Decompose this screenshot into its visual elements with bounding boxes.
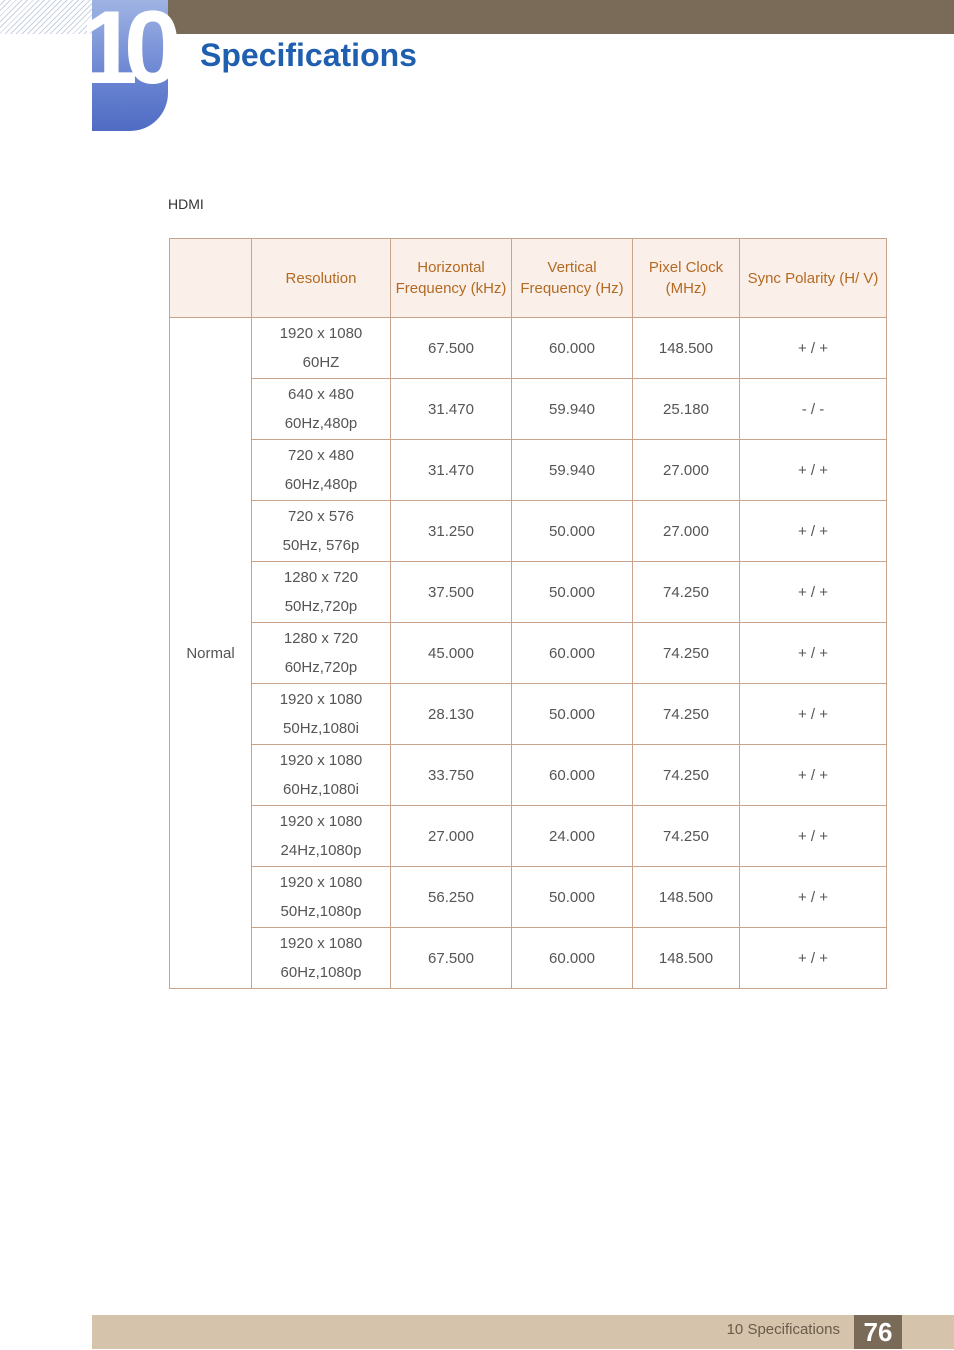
pixel-clock-cell: 74.250 bbox=[633, 806, 740, 867]
vertical-frequency-cell: 60.000 bbox=[512, 623, 633, 684]
pixel-clock-cell: 25.180 bbox=[633, 379, 740, 440]
table-row bbox=[170, 867, 887, 928]
page-number: 76 bbox=[854, 1315, 902, 1349]
resolution-rate: 60Hz,1080p bbox=[280, 964, 362, 981]
resolution-cell bbox=[252, 684, 391, 745]
resolution-rate: 60Hz,1080i bbox=[283, 781, 359, 798]
spec-table bbox=[169, 238, 887, 989]
vertical-frequency-cell: 50.000 bbox=[512, 684, 633, 745]
pixel-clock-cell: 148.500 bbox=[633, 318, 740, 379]
sync-polarity-cell: + / + bbox=[740, 318, 887, 379]
resolution-rate: 60HZ bbox=[302, 354, 340, 371]
table-body bbox=[170, 318, 887, 989]
sync-polarity-cell: + / + bbox=[740, 623, 887, 684]
resolution-size: 640 x 480 bbox=[288, 386, 354, 403]
sync-polarity-cell: + / + bbox=[740, 806, 887, 867]
sync-polarity-cell: + / + bbox=[740, 928, 887, 989]
table-row bbox=[170, 745, 887, 806]
pixel-clock-cell: 27.000 bbox=[633, 501, 740, 562]
sync-polarity-cell: + / + bbox=[740, 440, 887, 501]
table-row bbox=[170, 440, 887, 501]
table-header-row bbox=[170, 239, 887, 318]
chapter-number: 10 bbox=[80, 0, 168, 106]
resolution-size: 1280 x 720 bbox=[283, 569, 359, 586]
resolution-size: 720 x 480 bbox=[288, 447, 354, 464]
table-row bbox=[170, 501, 887, 562]
sync-polarity-cell: + / + bbox=[740, 501, 887, 562]
table-row bbox=[170, 318, 887, 379]
horizontal-frequency-cell: 33.750 bbox=[391, 745, 512, 806]
sync-polarity-cell: - / - bbox=[740, 379, 887, 440]
resolution-rate: 60Hz,480p bbox=[284, 476, 358, 493]
pixel-clock-cell: 74.250 bbox=[633, 745, 740, 806]
decorative-hatch bbox=[0, 0, 92, 34]
resolution-size: 1920 x 1080 bbox=[279, 691, 363, 708]
horizontal-frequency-cell: 31.250 bbox=[391, 501, 512, 562]
pixel-clock-cell: 148.500 bbox=[633, 928, 740, 989]
horizontal-frequency-cell: 45.000 bbox=[391, 623, 512, 684]
resolution-rate: 50Hz,720p bbox=[284, 598, 358, 615]
resolution-cell bbox=[252, 318, 391, 379]
pixel-clock-cell: 148.500 bbox=[633, 867, 740, 928]
resolution-cell bbox=[252, 440, 391, 501]
resolution-cell bbox=[252, 562, 391, 623]
header-cell-pixel-clock: Pixel Clock (MHz) bbox=[633, 239, 740, 318]
horizontal-frequency-cell: 31.470 bbox=[391, 440, 512, 501]
resolution-cell bbox=[252, 867, 391, 928]
pixel-clock-cell: 74.250 bbox=[633, 562, 740, 623]
resolution-cell bbox=[252, 928, 391, 989]
vertical-frequency-cell: 50.000 bbox=[512, 501, 633, 562]
sync-polarity-cell: + / + bbox=[740, 562, 887, 623]
horizontal-frequency-cell: 67.500 bbox=[391, 928, 512, 989]
sync-polarity-cell: + / + bbox=[740, 745, 887, 806]
resolution-rate: 50Hz, 576p bbox=[282, 537, 360, 554]
section-label: HDMI bbox=[168, 196, 204, 212]
sync-polarity-cell: + / + bbox=[740, 684, 887, 745]
resolution-rate: 50Hz,1080i bbox=[283, 720, 359, 737]
table-row bbox=[170, 623, 887, 684]
header-cell-vertical-frequency: Vertical Frequency (Hz) bbox=[512, 239, 633, 318]
vertical-frequency-cell: 60.000 bbox=[512, 928, 633, 989]
table-row bbox=[170, 562, 887, 623]
vertical-frequency-cell: 60.000 bbox=[512, 745, 633, 806]
table-row bbox=[170, 684, 887, 745]
resolution-cell bbox=[252, 745, 391, 806]
resolution-size: 1920 x 1080 bbox=[279, 935, 363, 952]
mode-group-cell: Normal bbox=[170, 318, 252, 989]
horizontal-frequency-cell: 37.500 bbox=[391, 562, 512, 623]
table-row bbox=[170, 928, 887, 989]
resolution-size: 1920 x 1080 bbox=[279, 813, 363, 830]
table-row bbox=[170, 379, 887, 440]
resolution-rate: 50Hz,1080p bbox=[280, 903, 362, 920]
vertical-frequency-cell: 50.000 bbox=[512, 562, 633, 623]
sync-polarity-cell: + / + bbox=[740, 867, 887, 928]
vertical-frequency-cell: 50.000 bbox=[512, 867, 633, 928]
horizontal-frequency-cell: 28.130 bbox=[391, 684, 512, 745]
resolution-size: 1920 x 1080 bbox=[279, 325, 363, 342]
pixel-clock-cell: 27.000 bbox=[633, 440, 740, 501]
chapter-badge bbox=[80, 0, 168, 131]
header-cell-sync-polarity: Sync Polarity (H/ V) bbox=[740, 239, 887, 318]
resolution-rate: 24Hz,1080p bbox=[280, 842, 362, 859]
resolution-rate: 60Hz,720p bbox=[284, 659, 358, 676]
header-cell-horizontal-frequency: Horizontal Frequency (kHz) bbox=[391, 239, 512, 318]
resolution-cell bbox=[252, 379, 391, 440]
horizontal-frequency-cell: 67.500 bbox=[391, 318, 512, 379]
vertical-frequency-cell: 24.000 bbox=[512, 806, 633, 867]
resolution-rate: 60Hz,480p bbox=[284, 415, 358, 432]
resolution-cell bbox=[252, 806, 391, 867]
page-title: Specifications bbox=[200, 37, 417, 73]
resolution-size: 1280 x 720 bbox=[283, 630, 359, 647]
resolution-size: 1920 x 1080 bbox=[279, 752, 363, 769]
vertical-frequency-cell: 60.000 bbox=[512, 318, 633, 379]
header-bar bbox=[168, 0, 954, 34]
horizontal-frequency-cell: 31.470 bbox=[391, 379, 512, 440]
header-cell-blank bbox=[170, 239, 252, 318]
vertical-frequency-cell: 59.940 bbox=[512, 379, 633, 440]
resolution-cell bbox=[252, 623, 391, 684]
header-cell-resolution: Resolution bbox=[252, 239, 391, 318]
resolution-size: 720 x 576 bbox=[288, 508, 354, 525]
table-row bbox=[170, 806, 887, 867]
pixel-clock-cell: 74.250 bbox=[633, 684, 740, 745]
resolution-size: 1920 x 1080 bbox=[279, 874, 363, 891]
footer-text: 10 Specifications bbox=[726, 1321, 840, 1338]
pixel-clock-cell: 74.250 bbox=[633, 623, 740, 684]
horizontal-frequency-cell: 27.000 bbox=[391, 806, 512, 867]
resolution-cell bbox=[252, 501, 391, 562]
horizontal-frequency-cell: 56.250 bbox=[391, 867, 512, 928]
vertical-frequency-cell: 59.940 bbox=[512, 440, 633, 501]
